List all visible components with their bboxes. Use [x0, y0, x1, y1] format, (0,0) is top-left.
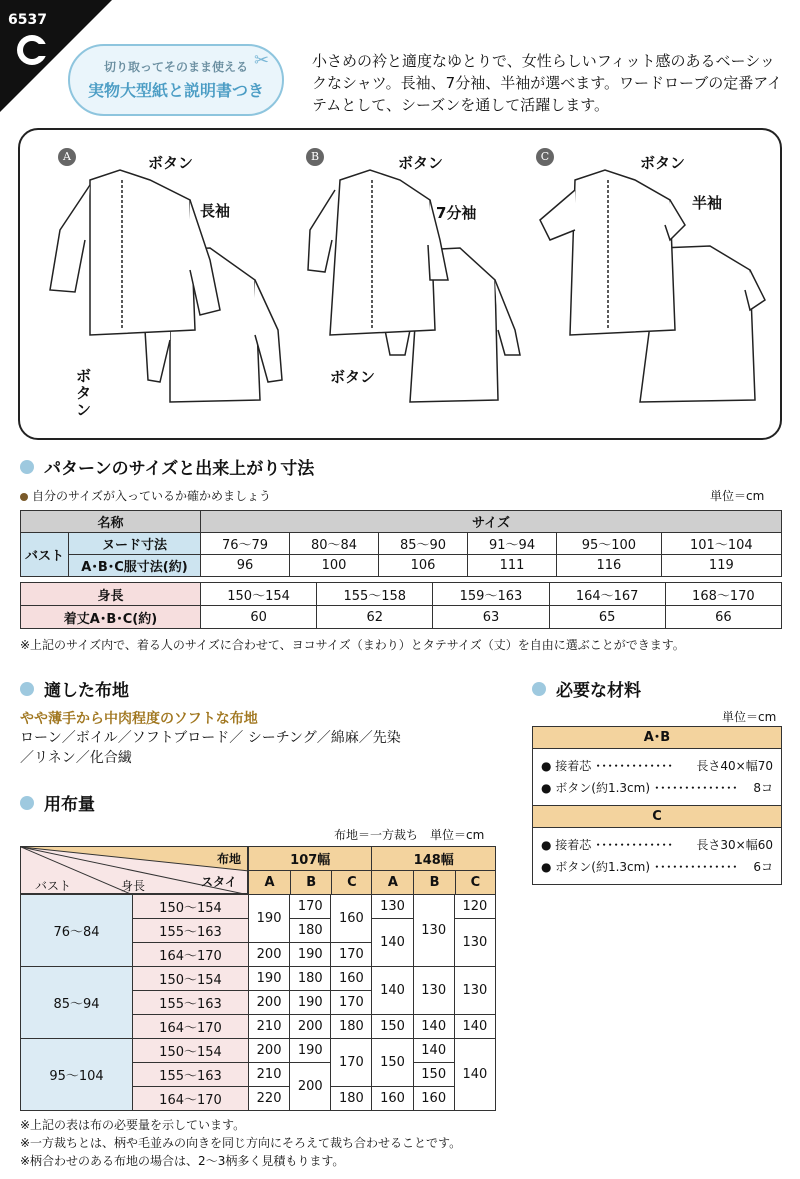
bust-row-label: 95〜104 [21, 1039, 133, 1111]
style-c-button-label: ボタン [640, 154, 686, 172]
table-cell: 63 [433, 606, 549, 629]
table-cell: 120 [454, 895, 495, 919]
bullet-icon [20, 460, 34, 474]
garment-label: A･B･C服寸法(約) [69, 555, 201, 577]
fabric-list-line2: ／リネン／化合繊 [20, 750, 132, 766]
width-107-header: 107幅 [249, 847, 372, 871]
bust-label: バスト [21, 533, 69, 577]
table-cell: 140 [372, 967, 413, 1015]
table-cell: 200 [249, 943, 290, 967]
table-cell: 170 [290, 895, 331, 919]
materials-table [532, 726, 782, 885]
table-cell: 170 [331, 1039, 372, 1087]
style-col-header: A [372, 871, 414, 895]
table-cell: 190 [290, 943, 331, 967]
bullet-icon [20, 493, 28, 501]
table-cell: 220 [249, 1087, 290, 1111]
brand-logo-icon [14, 32, 50, 68]
table-cell: 96 [201, 555, 290, 577]
material-item: ● ボタン(約1.3cm) ･･････････････ 8コ [541, 781, 773, 795]
table-cell: 160 [331, 895, 372, 943]
height-row-label: 164〜170 [133, 1087, 249, 1111]
height-row-label: 155〜163 [133, 991, 249, 1015]
height-row-label: 150〜154 [133, 895, 249, 919]
table-cell: 111 [468, 555, 557, 577]
table-cell: 140 [454, 1039, 495, 1111]
style-c-sleeve-label: 半袖 [692, 194, 723, 212]
style-header-label: スタイ [201, 875, 237, 889]
table-cell: 170 [331, 991, 372, 1015]
height-table [20, 582, 782, 629]
table-cell: 130 [454, 967, 495, 1015]
bust-row-label: 85〜94 [21, 967, 133, 1039]
fabric-header-label: 布地 [217, 852, 242, 866]
table-cell: 210 [249, 1063, 290, 1087]
materials-section-title: 必要な材料 [532, 676, 641, 701]
table-cell: 180 [290, 967, 331, 991]
table-cell: 200 [290, 1015, 331, 1039]
yardage-note-line: ※一方裁ちとは、柄や毛並みの向きを同じ方向にそろえて裁ち合わせることです。 [20, 1136, 462, 1150]
yardage-notes [20, 1116, 461, 1170]
style-b-button-label: ボタン [398, 154, 444, 172]
table-cell: 140 [454, 1015, 495, 1039]
size-footnote: ※上記のサイズ内で、着る人のサイズに合わせて、ヨコサイズ（まわり）とタテサイズ（丈）を自由に選ぶことができます。 [20, 638, 685, 652]
table-cell: 60 [201, 606, 317, 629]
materials-group-ab-header: A･B [533, 727, 781, 749]
table-cell: 65 [549, 606, 665, 629]
nude-label: ヌード寸法 [69, 533, 201, 555]
table-cell: 200 [290, 1063, 331, 1111]
yardage-corner-header [20, 846, 248, 894]
table-cell: 140 [372, 919, 413, 967]
yardage-section-title: 用布量 [20, 790, 95, 815]
table-cell: 130 [413, 967, 454, 1015]
table-cell: 180 [331, 1087, 372, 1111]
table-cell: 119 [661, 555, 781, 577]
yardage-header-table [248, 846, 496, 895]
table-cell: 170 [331, 943, 372, 967]
table-cell: 116 [557, 555, 662, 577]
table-cell: 101〜104 [661, 533, 781, 555]
bust-row-label: 76〜84 [21, 895, 133, 967]
table-cell: 210 [249, 1015, 290, 1039]
scissors-icon: ✂ [254, 50, 270, 71]
style-col-header: B [290, 871, 331, 895]
table-cell: 140 [413, 1015, 454, 1039]
table-cell: 159〜163 [433, 583, 549, 606]
width-148-header: 148幅 [372, 847, 496, 871]
height-row-label: 164〜170 [133, 1015, 249, 1039]
fabric-highlight: やや薄手から中肉程度のソフトな布地 [20, 711, 258, 727]
table-cell: 180 [290, 919, 331, 943]
style-col-header: C [332, 871, 372, 895]
table-cell: 190 [290, 991, 331, 1015]
table-cell: 130 [454, 919, 495, 967]
table-cell: 168〜170 [665, 583, 781, 606]
style-col-header: C [455, 871, 495, 895]
table-cell: 66 [665, 606, 781, 629]
material-item: ● ボタン(約1.3cm) ･･････････････ 6コ [541, 860, 773, 874]
table-cell: 130 [413, 895, 454, 967]
materials-unit: 単位＝cm [722, 710, 777, 724]
table-cell: 95〜100 [557, 533, 662, 555]
bullet-icon [20, 682, 34, 696]
table-cell: 200 [249, 1039, 290, 1063]
table-cell: 140 [413, 1039, 454, 1063]
table-cell: 190 [249, 967, 290, 991]
badge-line1: 切り取ってそのまま使える [103, 60, 248, 74]
yardage-note-line: ※柄合わせのある布地の場合は、2〜3柄多く見積もります。 [20, 1154, 345, 1168]
bullet-icon [532, 682, 546, 696]
table-cell: 155〜158 [317, 583, 433, 606]
illustration-panel [18, 128, 782, 440]
style-col-header: A [249, 871, 291, 895]
table-cell: 62 [317, 606, 433, 629]
table-cell: 190 [290, 1039, 331, 1063]
style-b-sleeve-label: 7分袖 [436, 204, 477, 222]
height-row-label: 155〜163 [133, 1063, 249, 1087]
materials-group-c-header: C [533, 806, 781, 828]
size-header-size: サイズ [201, 511, 782, 533]
yardage-note-line: ※上記の表は布の必要量を示しています。 [20, 1118, 246, 1132]
style-b-cuff-label: ボタン [330, 368, 376, 386]
table-cell: 150〜154 [201, 583, 317, 606]
material-item: ● 接着芯 ･････････････ 長さ40×幅70 [541, 759, 773, 773]
yardage-note: 布地＝一方裁ち 単位＝cm [334, 828, 485, 842]
table-cell: 130 [372, 895, 413, 919]
height-row-label: 150〜154 [133, 1039, 249, 1063]
pattern-badge [68, 44, 284, 116]
fabric-list [20, 728, 500, 768]
table-cell: 150 [372, 1015, 413, 1039]
size-section-title: パターンのサイズと出来上がり寸法 [20, 454, 314, 479]
style-col-header: B [414, 871, 455, 895]
yardage-table [20, 894, 496, 1111]
table-cell: 164〜167 [549, 583, 665, 606]
style-a-button-label: ボタン [148, 154, 194, 172]
length-label: 着丈A･B･C(約) [21, 606, 201, 629]
table-cell: 160 [372, 1087, 413, 1111]
pattern-code: 6537 [8, 12, 47, 28]
fabric-section-title: 適した布地 [20, 676, 129, 701]
height-header-label: 身長 [121, 879, 146, 893]
table-cell: 76〜79 [201, 533, 290, 555]
shirt-drawings [20, 130, 784, 442]
table-cell: 150 [372, 1039, 413, 1087]
height-row-label: 150〜154 [133, 967, 249, 991]
style-a-cuff-label: ボタン [76, 367, 92, 419]
table-cell: 200 [249, 991, 290, 1015]
table-cell: 85〜90 [379, 533, 468, 555]
style-a-sleeve-label: 長袖 [200, 202, 231, 220]
table-cell: 91〜94 [468, 533, 557, 555]
table-cell: 150 [413, 1063, 454, 1087]
material-item: ● 接着芯 ･････････････ 長さ30×幅60 [541, 838, 773, 852]
table-cell: 160 [331, 967, 372, 991]
height-row-label: 164〜170 [133, 943, 249, 967]
intro-text: 小さめの衿と適度なゆとりで、女性らしいフィット感のあるベーシックなシャツ。長袖、7分袖、半袖が選べます。ワードローブの定番アイテムとして、シーズンを通して活躍します。 [312, 52, 782, 114]
size-table [20, 510, 782, 577]
table-cell: 106 [379, 555, 468, 577]
table-cell: 180 [331, 1015, 372, 1039]
height-row-label: 155〜163 [133, 919, 249, 943]
table-cell: 190 [249, 895, 290, 943]
bullet-icon [20, 796, 34, 810]
table-cell: 160 [413, 1087, 454, 1111]
bust-header-label: バスト [35, 879, 72, 893]
style-b-marker: B [306, 148, 324, 166]
table-cell: 100 [290, 555, 379, 577]
height-label: 身長 [21, 583, 201, 606]
style-a-marker: A [58, 148, 76, 166]
table-cell: 80〜84 [290, 533, 379, 555]
style-c-marker: C [536, 148, 554, 166]
size-check-note: 自分のサイズが入っているか確かめましょう [20, 487, 271, 504]
size-header-name: 名称 [21, 511, 201, 533]
size-unit: 単位＝cm [710, 489, 765, 503]
fabric-list-line1: ローン／ボイル／ソフトブロード／ シーチング／綿麻／先染 [20, 730, 401, 746]
badge-line2: 実物大型紙と説明書つき [87, 81, 264, 100]
